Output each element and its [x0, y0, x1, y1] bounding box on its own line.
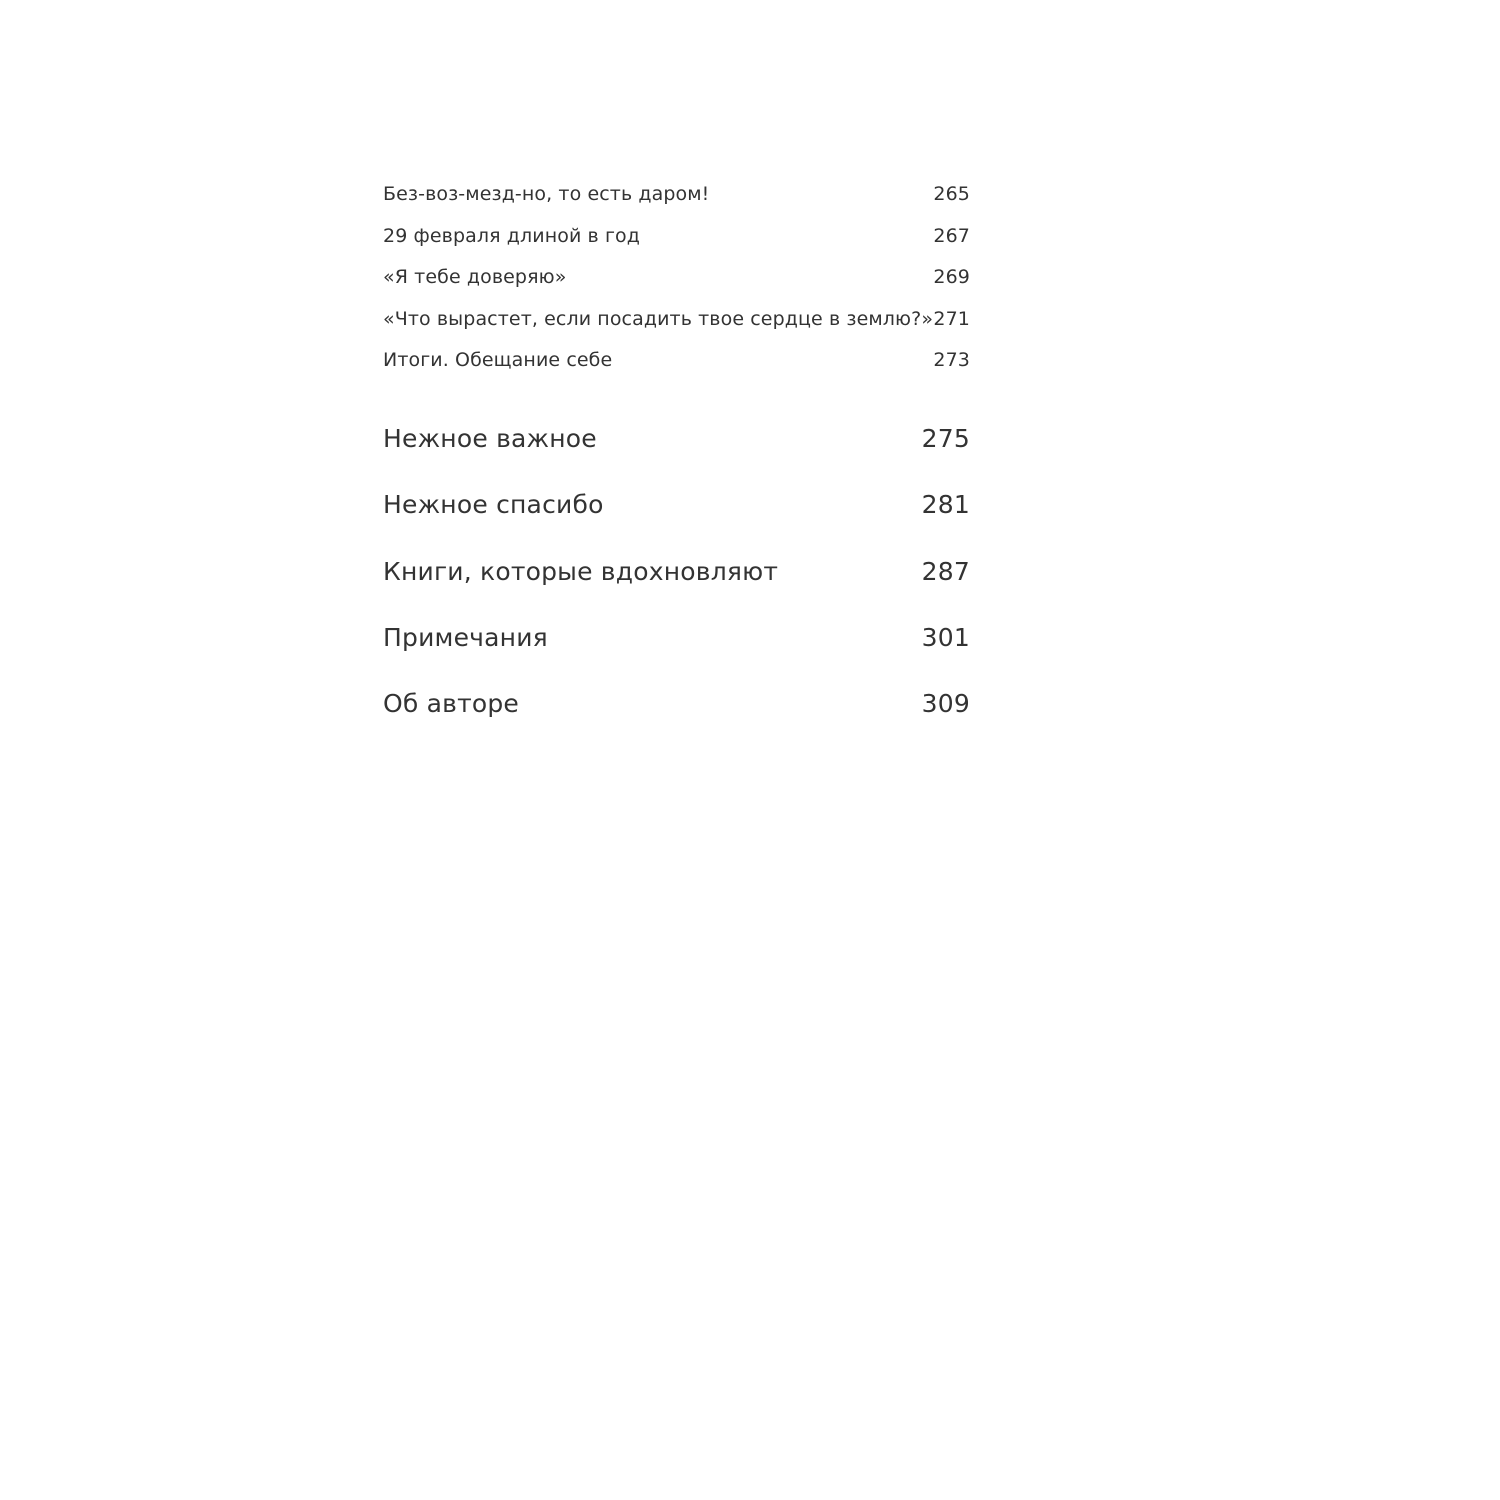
toc-entry-page: 271	[933, 308, 970, 330]
toc-entry-title: «Что вырастет, если посадить твое сердце в землю?»	[383, 308, 934, 330]
toc-chapter	[383, 689, 970, 718]
toc-entry-title: 29 февраля длиной в год	[383, 225, 641, 247]
toc-entry	[383, 266, 970, 288]
table-of-contents	[383, 0, 970, 1500]
toc-entry	[383, 308, 970, 330]
toc-chapter	[383, 424, 970, 453]
toc-chapter-page: 287	[921, 557, 970, 586]
toc-chapter-page: 301	[921, 623, 970, 652]
toc-chapter	[383, 557, 970, 586]
toc-entry-title: Итоги. Обещание себе	[383, 349, 613, 371]
toc-chapter-title: Нежное важное	[383, 424, 597, 453]
toc-chapter-title: Нежное спасибо	[383, 490, 604, 519]
toc-chapter-title: Об авторе	[383, 689, 520, 718]
toc-entry	[383, 183, 970, 205]
toc-entry-title: Без-воз-мезд-но, то есть даром!	[383, 183, 710, 205]
toc-entry	[383, 349, 970, 371]
toc-entry-page: 273	[933, 349, 970, 371]
toc-chapter	[383, 490, 970, 519]
toc-chapter-page: 281	[921, 490, 970, 519]
toc-entry-title: «Я тебе доверяю»	[383, 266, 567, 288]
toc-chapter-title: Книги, которые вдохновляют	[383, 557, 779, 586]
toc-entry-page: 269	[933, 266, 970, 288]
toc-chapter	[383, 623, 970, 652]
toc-chapter-page: 275	[921, 424, 970, 453]
toc-entry	[383, 225, 970, 247]
toc-chapter-title: Примечания	[383, 623, 548, 652]
toc-chapter-page: 309	[921, 689, 970, 718]
toc-entry-page: 267	[933, 225, 970, 247]
toc-entry-page: 265	[933, 183, 970, 205]
